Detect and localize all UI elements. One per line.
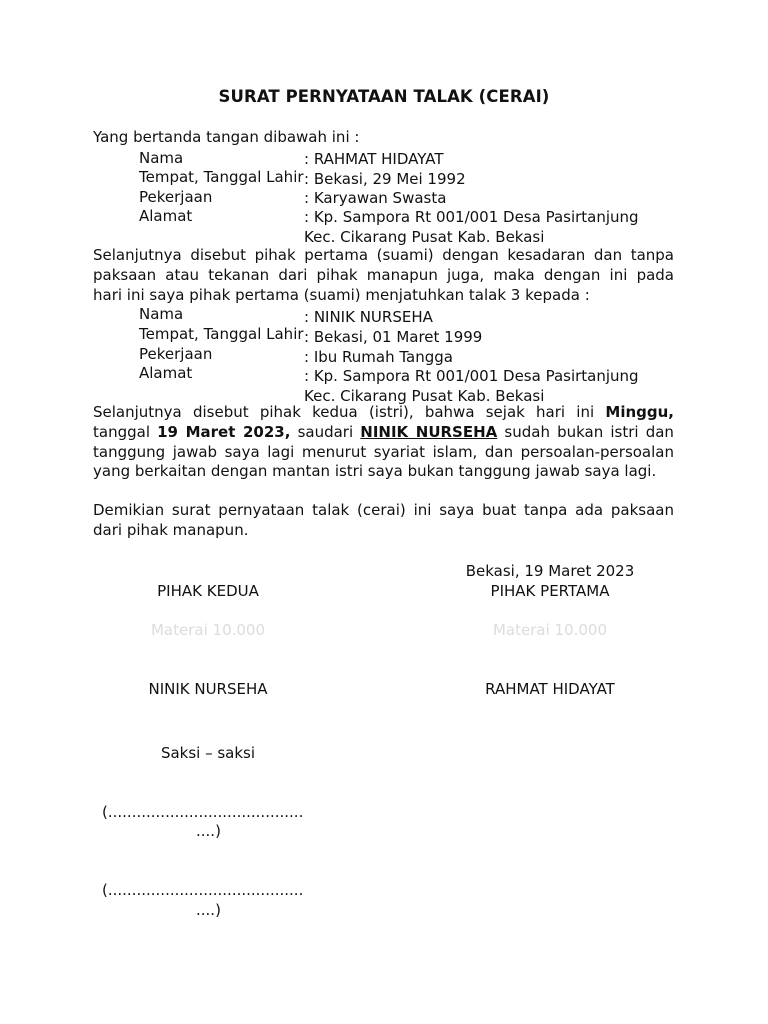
second-party-address-value: : Kp. Sampora Rt 001/001 Desa Pasirtanjung [304,367,639,385]
date-prefix: tanggal [93,423,150,441]
witness-2-line-end: ....) [196,901,221,919]
first-party-job-value: : Karyawan Swasta [304,189,447,207]
first-party-birth-label: Tempat, Tanggal Lahir [139,168,304,186]
paragraph-1-line-2: paksaan atau tekanan dari pihak manapun juga, maka dengan ini pada [93,266,674,284]
witnesses-heading: Saksi – saksi [160,744,256,762]
second-party-job-label: Pekerjaan [139,345,213,363]
witness-2-line: (......................................... [102,881,304,899]
paragraph-2-line-2-end: sudah bukan istri dan [504,423,674,441]
left-role-heading: PIHAK KEDUA [157,582,259,600]
first-party-address-label: Alamat [139,207,193,225]
second-party-name-label: Nama [139,305,184,323]
intro-text: Yang bertanda tangan dibawah ini : [93,128,360,146]
paragraph-1-line-3: hari ini saya pihak pertama (suami) menjatuhkan talak 3 kepada : [93,286,590,304]
second-party-address-value-2: Kec. Cikarang Pusat Kab. Bekasi [304,387,545,405]
right-stamp-placeholder: Materai 10.000 [492,621,608,639]
second-party-birth-value: : Bekasi, 01 Maret 1999 [304,328,483,346]
paragraph-3-line-1: Demikian surat pernyataan talak (cerai) ini saya buat tanpa ada paksaan [93,501,674,519]
document-title: SURAT PERNYATAAN TALAK (CERAI) [218,87,550,106]
paragraph-3-line-2: dari pihak manapun. [93,521,249,539]
first-party-job-label: Pekerjaan [139,188,213,206]
paragraph-2-line-1-text: Selanjutnya disebut pihak kedua (istri), bahwa sejak hari ini [93,403,595,421]
right-role-heading: PIHAK PERTAMA [490,582,610,600]
first-party-birth-value: : Bekasi, 29 Mei 1992 [304,170,466,188]
left-stamp-placeholder: Materai 10.000 [150,621,266,639]
first-party-name-label: Nama [139,149,184,167]
witness-1-line: (......................................... [102,803,304,821]
first-party-name-value: : RAHMAT HIDAYAT [304,150,444,168]
second-party-name-emphasis: NINIK NURSEHA [360,423,498,441]
paragraph-2-line-4: yang berkaitan dengan mantan istri saya bukan tanggung jawab saya lagi. [93,462,657,480]
place-and-date: Bekasi, 19 Maret 2023 [465,562,635,580]
first-party-address-value: : Kp. Sampora Rt 001/001 Desa Pasirtanjung [304,208,639,226]
second-party-job-value: : Ibu Rumah Tangga [304,348,453,366]
paragraph-2-line-2 [93,423,674,441]
first-party-address-value-2: Kec. Cikarang Pusat Kab. Bekasi [304,228,545,246]
witness-1-line-end: ....) [196,822,221,840]
paragraph-2-line-3: tanggung jawab saya lagi menurut syariat islam, dan persoalan-persoalan [93,443,674,461]
saudari-text: saudari [297,423,354,441]
day-name: Minggu, [605,403,674,421]
paragraph-1-line-1: Selanjutnya disebut pihak pertama (suami) dengan kesadaran dan tanpa [93,246,674,264]
divorce-date: 19 Maret 2023, [157,423,291,441]
left-signatory-name: NINIK NURSEHA [148,680,268,698]
second-party-birth-label: Tempat, Tanggal Lahir [139,325,304,343]
paragraph-2-line-1 [93,403,674,421]
right-signatory-name: RAHMAT HIDAYAT [485,680,615,698]
second-party-address-label: Alamat [139,364,193,382]
second-party-name-value: : NINIK NURSEHA [304,308,433,326]
